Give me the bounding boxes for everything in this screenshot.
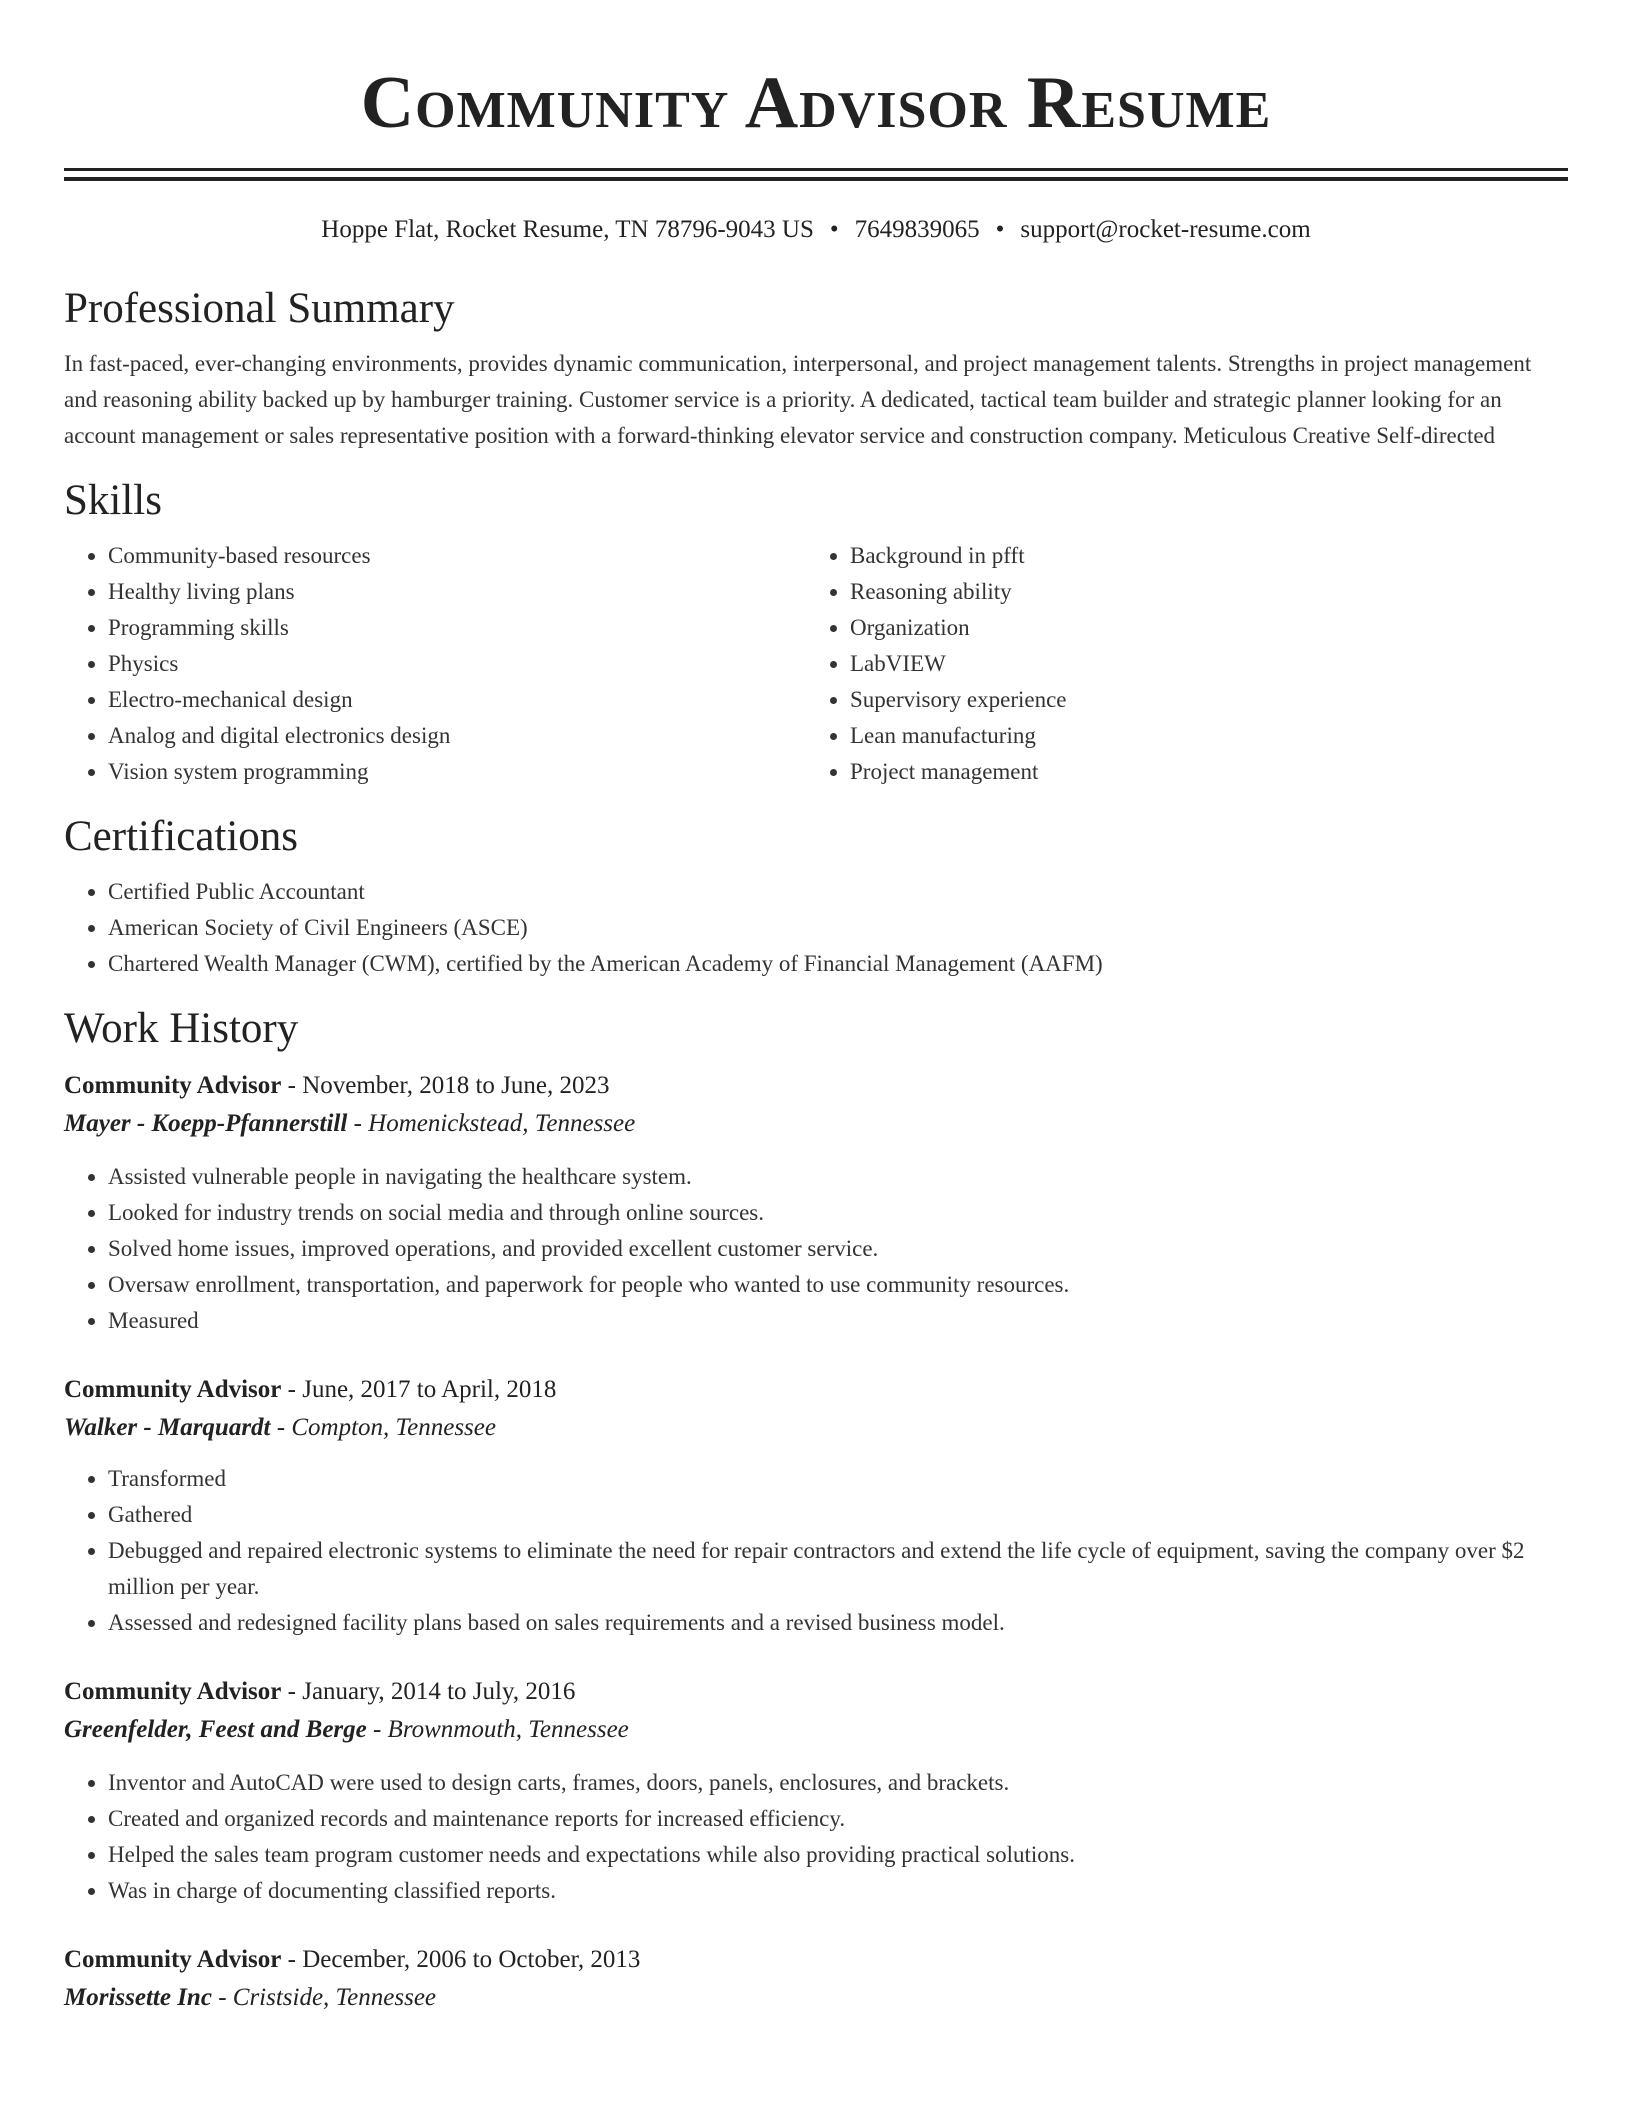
skill-item: • Organization — [850, 610, 1548, 646]
job-company: Morissette Inc — [64, 1984, 212, 2011]
address: Hoppe Flat, Rocket Resume, TN 78796-9043 US — [321, 216, 814, 243]
job-company-line — [64, 1409, 1568, 1447]
job-company-line — [64, 1711, 1568, 1749]
job-title-line — [64, 1941, 1568, 1979]
skills-columns — [64, 538, 1568, 790]
job-bullet: • Assessed and redesigned facility plans based on sales requirements and a revised business model. — [108, 1605, 1568, 1641]
job-title: Community Advisor — [64, 1946, 282, 1973]
certification-item: • Certified Public Accountant — [108, 874, 1568, 910]
job-entry — [64, 1941, 1568, 2017]
skill-item: • Community-based resources — [108, 538, 806, 574]
phone: 7649839065 — [854, 216, 980, 243]
job-bullet: • Oversaw enrollment, transportation, and paperwork for people who wanted to use community resources. — [108, 1267, 1568, 1303]
skills-list-right — [806, 538, 1548, 790]
job-bullets — [64, 1461, 1568, 1641]
job-bullet: • Created and organized records and maintenance reports for increased efficiency. — [108, 1801, 1568, 1837]
title-divider-bottom — [64, 177, 1568, 181]
job-company: Greenfelder, Feest and Berge — [64, 1716, 367, 1743]
skill-item: • Physics — [108, 646, 806, 682]
job-bullet: • Helped the sales team program customer needs and expectations while also providing practical solutions. — [108, 1837, 1568, 1873]
job-dates: - November, 2018 to June, 2023 — [287, 1072, 610, 1099]
job-bullets — [64, 1159, 1568, 1339]
summary-text: In fast-paced, ever-changing environments, provides dynamic communication, interpersonal, and project management talents. Strengths in project management and reasoning ability backed up by hamburger training. Customer service is a priority. A dedicated, tactical team builder and strategic planner looking for an account management or sales representative position with a forward-thinking elevator service and construction company. Meticulous Creative Self-directed — [64, 351, 1532, 448]
page-title: Community Advisor Resume — [360, 62, 1272, 144]
job-company-line — [64, 1979, 1568, 2017]
certification-item: • American Society of Civil Engineers (ASCE) — [108, 910, 1568, 946]
job-bullet: • Transformed — [108, 1461, 1568, 1497]
job-title-line — [64, 1673, 1568, 1711]
skill-item: • Project management — [850, 754, 1548, 790]
job-bullet: • Debugged and repaired electronic systems to eliminate the need for repair contractors and extend the life cycle of equipment, saving the company over $2 million per year. — [108, 1533, 1568, 1605]
job-location: - Cristside, Tennessee — [218, 1984, 437, 2011]
skill-item: • Supervisory experience — [850, 682, 1548, 718]
job-location: - Compton, Tennessee — [276, 1414, 496, 1441]
job-bullet: • Was in charge of documenting classified reports. — [108, 1873, 1568, 1909]
job-bullet: • Assisted vulnerable people in navigating the healthcare system. — [108, 1159, 1568, 1195]
separator-dot: • — [829, 216, 839, 243]
job-entry — [64, 1371, 1568, 1641]
job-location: - Homenickstead, Tennessee — [353, 1110, 636, 1137]
job-dates: - June, 2017 to April, 2018 — [287, 1376, 557, 1403]
skill-item: • Electro-mechanical design — [108, 682, 806, 718]
job-title: Community Advisor — [64, 1072, 282, 1099]
skill-item: • Background in pfft — [850, 538, 1548, 574]
job-bullet: • Inventor and AutoCAD were used to design carts, frames, doors, panels, enclosures, and brackets. — [108, 1765, 1568, 1801]
title-divider-top — [64, 168, 1568, 171]
job-title: Community Advisor — [64, 1678, 282, 1705]
job-bullet: • Solved home issues, improved operations, and provided excellent customer service. — [108, 1231, 1568, 1267]
separator-dot: • — [995, 216, 1005, 243]
summary-heading: Professional Summary — [64, 285, 455, 332]
job-company: Mayer - Koepp-Pfannerstill — [64, 1110, 348, 1137]
skill-item: • Lean manufacturing — [850, 718, 1548, 754]
skill-item: • Vision system programming — [108, 754, 806, 790]
email: support@rocket-resume.com — [1020, 216, 1311, 243]
resume-page — [64, 0, 1568, 2017]
skills-heading: Skills — [64, 477, 162, 524]
job-entry — [64, 1673, 1568, 1909]
job-title-line — [64, 1067, 1568, 1105]
skill-item: • Reasoning ability — [850, 574, 1548, 610]
certifications-heading: Certifications — [64, 813, 299, 860]
skill-item: • LabVIEW — [850, 646, 1548, 682]
work-history-heading: Work History — [64, 1005, 299, 1052]
certification-item: • Chartered Wealth Manager (CWM), certified by the American Academy of Financial Management (AAFM) — [108, 946, 1568, 982]
job-bullet: • Looked for industry trends on social media and through online sources. — [108, 1195, 1568, 1231]
job-title: Community Advisor — [64, 1376, 282, 1403]
contact-line — [64, 215, 1568, 245]
job-bullets — [64, 1765, 1568, 1909]
job-dates: - December, 2006 to October, 2013 — [287, 1946, 641, 1973]
job-location: - Brownmouth, Tennessee — [372, 1716, 629, 1743]
skill-item: • Analog and digital electronics design — [108, 718, 806, 754]
certifications-list — [64, 874, 1568, 982]
job-title-line — [64, 1371, 1568, 1409]
job-dates: - January, 2014 to July, 2016 — [287, 1678, 576, 1705]
job-bullet: • Measured — [108, 1303, 1568, 1339]
job-bullet: • Gathered — [108, 1497, 1568, 1533]
skill-item: • Programming skills — [108, 610, 806, 646]
job-company: Walker - Marquardt — [64, 1414, 271, 1441]
skills-list-left — [64, 538, 806, 790]
job-entry — [64, 1067, 1568, 1339]
job-company-line — [64, 1105, 1568, 1143]
skill-item: • Healthy living plans — [108, 574, 806, 610]
